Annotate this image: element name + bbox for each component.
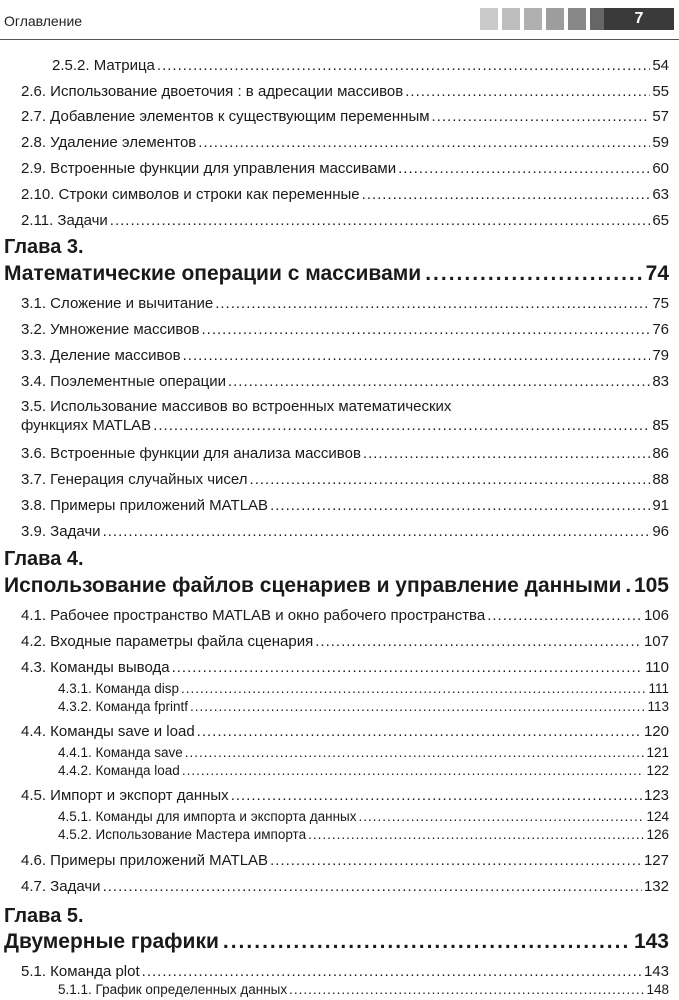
toc-entry[interactable]: 4.3. Команды вывода ..... 110: [21, 656, 669, 676]
toc-entry[interactable]: 3.8. Примеры приложений MATLAB ..... 91: [21, 494, 669, 514]
toc-entry[interactable]: 3.9. Задачи ..... 96: [21, 520, 669, 540]
toc-entry[interactable]: 4.5. Импорт и экспорт данных ..... 123: [21, 784, 669, 804]
toc-entry[interactable]: 2.8. Удаление элементов ..... 59: [21, 131, 669, 151]
toc-entry[interactable]: 4.1. Рабочее пространство MATLAB и окно рабочего пространства ..... 106: [21, 604, 669, 624]
toc-entry[interactable]: 2.5.2. Матрица ..... 54: [52, 54, 669, 74]
toc-entry[interactable]: 3.2. Умножение массивов ..... 76: [21, 318, 669, 338]
toc-entry[interactable]: 4.5.1. Команды для импорта и экспорта данных ..... 124: [58, 806, 669, 824]
toc-entry[interactable]: 2.6. Использование двоеточия : в адресации массивов ..... 55: [21, 80, 669, 100]
toc-entry[interactable]: 4.4. Команды save и load ..... 120: [21, 720, 669, 740]
chapter-title[interactable]: Использование файлов сценариев и управление данными ..... 105: [4, 574, 669, 598]
toc-entry[interactable]: 2.7. Добавление элементов к существующим переменным ..... 57: [21, 105, 669, 125]
chapter-heading: Глава 4.: [4, 548, 84, 570]
toc-entry[interactable]: 4.4.2. Команда load ..... 122: [58, 760, 669, 778]
toc-entry[interactable]: 4.3.1. Команда disp ..... 111: [58, 678, 669, 696]
toc-entry[interactable]: 2.10. Строки символов и строки как переменные ..... 63: [21, 183, 669, 203]
toc-entry[interactable]: 4.7. Задачи ..... 132: [21, 875, 669, 895]
toc-entry[interactable]: 3.4. Поэлементные операции ..... 83: [21, 370, 669, 390]
toc-entry[interactable]: 3.5. Использование массивов во встроенных математических функциях MATLAB ..... 85: [21, 397, 669, 435]
toc-entry[interactable]: 4.5.2. Использование Мастера импорта ..... 126: [58, 824, 669, 842]
toc-entry[interactable]: 3.7. Генерация случайных чисел ..... 88: [21, 468, 669, 488]
toc-entry[interactable]: 4.4.1. Команда save ..... 121: [58, 742, 669, 760]
toc-entry[interactable]: 2.9. Встроенные функции для управления массивами ..... 60: [21, 157, 669, 177]
running-title: Оглавление: [4, 13, 83, 29]
toc-entry[interactable]: 2.11. Задачи ..... 65: [21, 209, 669, 229]
chapter-heading: Глава 3.: [4, 236, 84, 258]
chapter-title[interactable]: Математические операции с массивами ..... 74: [4, 262, 669, 286]
toc-entry[interactable]: 4.2. Входные параметры файла сценария ..... 107: [21, 630, 669, 650]
toc-entry[interactable]: 3.6. Встроенные функции для анализа массивов ..... 86: [21, 442, 669, 462]
toc-entry[interactable]: 3.1. Сложение и вычитание ..... 75: [21, 292, 669, 312]
toc-entry[interactable]: 5.1.1. График определенных данных ..... 148: [58, 979, 669, 997]
toc-entry[interactable]: 4.6. Примеры приложений MATLAB ..... 127: [21, 849, 669, 869]
toc-entry[interactable]: 5.1. Команда plot ..... 143: [21, 960, 669, 980]
page-number: 7: [604, 8, 674, 30]
toc-entry[interactable]: 3.3. Деление массивов ..... 79: [21, 344, 669, 364]
chapter-title[interactable]: Двумерные графики ..... 143: [4, 930, 669, 954]
chapter-heading: Глава 5.: [4, 905, 84, 927]
toc-entry[interactable]: 4.3.2. Команда fprintf ..... 113: [58, 696, 669, 714]
